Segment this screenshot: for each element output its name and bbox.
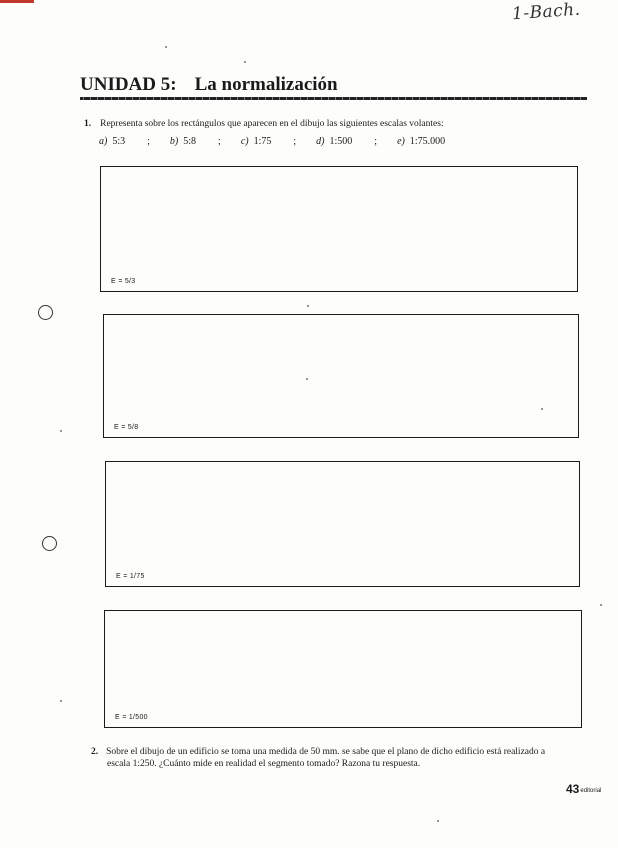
question-2-line-1: Sobre el dibujo de un edificio se toma una medida de 50 mm. se sabe que el plano de dicho edificio está realizado a — [106, 747, 546, 757]
punch-hole — [42, 536, 57, 551]
unit-label: UNIDAD 5: — [80, 74, 177, 95]
scale-option-a: a) 5:3 — [99, 136, 126, 147]
scan-speck — [60, 430, 62, 432]
scan-speck — [600, 604, 602, 606]
drawing-box-scale-5-8 — [103, 314, 579, 438]
scan-speck — [60, 700, 62, 702]
box-scale-label: E = 1/500 — [115, 714, 148, 721]
drawing-box-scale-1-500 — [104, 610, 582, 728]
separator: ; — [293, 136, 297, 147]
punch-hole — [38, 305, 53, 320]
scale-options — [99, 136, 569, 147]
page-number — [566, 782, 601, 796]
question-1-number: 1. — [84, 119, 92, 129]
question-2-number: 2. — [91, 747, 99, 757]
publisher-mark: editorial — [580, 788, 602, 794]
scale-option-d: d) 1:500 — [316, 136, 353, 147]
unit-name: La normalización — [194, 74, 338, 95]
scan-speck — [307, 305, 309, 307]
scan-speck — [165, 46, 167, 48]
scale-option-e: e) 1:75.000 — [397, 136, 446, 147]
scale-option-c: c) 1:75 — [240, 136, 272, 147]
question-2-line-2: escala 1:250. ¿Cuánto mide en realidad el segmento tomado? Razona tu respuesta. — [107, 759, 421, 769]
scan-speck — [541, 408, 543, 410]
scan-speck — [437, 820, 439, 822]
box-scale-label: E = 1/75 — [116, 573, 145, 580]
scan-speck — [306, 378, 308, 380]
question-1 — [84, 119, 594, 129]
scan-speck — [244, 61, 246, 63]
box-scale-label: E = 5/8 — [114, 424, 139, 431]
corner-mark — [0, 0, 34, 3]
separator: ; — [218, 136, 221, 147]
scale-option-b: b) 5:8 — [169, 136, 197, 147]
handwritten-note: 1-Bach. — [511, 0, 582, 25]
separator: ; — [374, 136, 378, 147]
drawing-box-scale-5-3 — [100, 166, 578, 292]
title-underline — [80, 97, 587, 100]
drawing-box-scale-1-75 — [105, 461, 580, 587]
page-number-value: 43 — [566, 782, 580, 796]
question-2 — [91, 746, 591, 770]
box-scale-label: E = 5/3 — [111, 278, 136, 285]
unit-title — [80, 74, 338, 96]
question-1-text: Representa sobre los rectángulos que aparecen en el dibujo las siguientes escalas volantes: — [100, 119, 444, 129]
separator: ; — [147, 136, 150, 147]
